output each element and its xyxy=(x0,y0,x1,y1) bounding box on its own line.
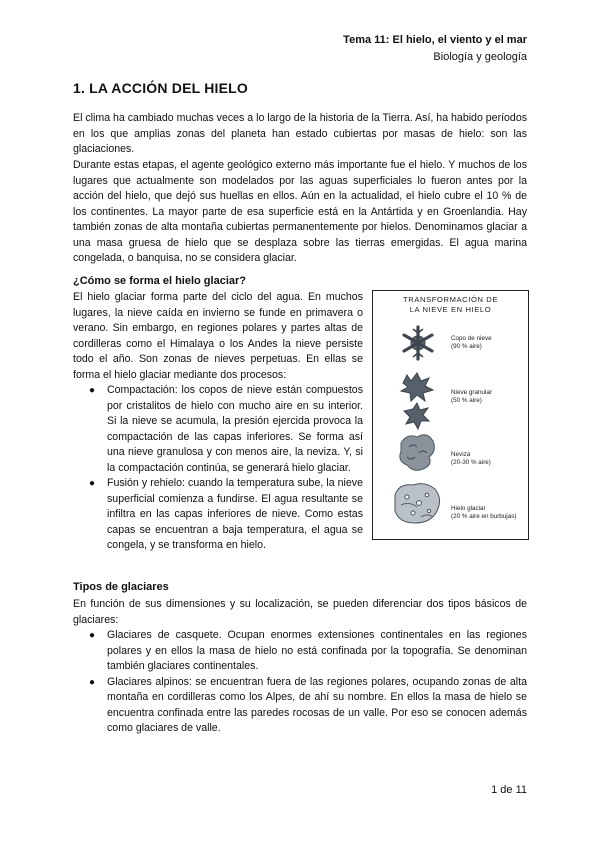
bullet-icon: ● xyxy=(89,630,96,641)
glacier-ice-icon xyxy=(395,484,440,523)
bullet-icon: ● xyxy=(89,385,96,396)
formation-list xyxy=(73,383,363,554)
stage-label-snowflake: Copo de nieve (90 % aire) xyxy=(451,335,492,350)
firn-icon xyxy=(400,435,434,471)
list-item: ● Compactación: los copos de nieve están compuestos por cristalitos de hielo con mucho aire en su interior. Si la nieve se acumula, la presión ejercida provoca la compactación de las capas inferiores. Se forma así una nieve granulosa y con menos aire, la neviza. Y, si la compactación continúa, se generará hielo glaciar. xyxy=(89,384,363,474)
stage-label-granular: Nieve granular (50 % aire) xyxy=(451,389,492,404)
intro-paragraph-2: Durante estas etapas, el agente geológico externo más importante fue el hielo. Y muchos de los lugares que actualmente son modelados por las aguas superficiales lo fueron antes por la acción del hielo, que dejó sus huellas en ellos. Aún en la actualidad, el hielo cubre el 10 % de los continentes. La mayor parte de esa superficie está en la Antártida y en Groenlandia. Hay también zonas de alta montaña cubiertas permanentemente por hielos. Denominamos glaciar a una masa gruesa de hielo que se desplaza sobre las tierras emergidas. El agua marina congelada, o banquisa, no se considera glaciar. xyxy=(73,159,527,264)
snowflake-icon xyxy=(404,327,432,359)
bullet-icon: ● xyxy=(89,676,96,688)
formation-text xyxy=(73,290,363,554)
granular-snow-icon xyxy=(401,373,433,429)
figure-illustration xyxy=(373,291,528,539)
types-text xyxy=(73,597,527,737)
list-item: ● Glaciares de casquete. Ocupan enormes extensiones continentales en las regiones polares y en ellos la masa de hielo no está confinada por la topografía. Se denominan también glaciares continentales. xyxy=(89,629,527,672)
snow-transformation-figure xyxy=(372,290,529,540)
stage-label-firn: Neviza (20-30 % aire) xyxy=(451,451,491,466)
document-header-title: Tema 11: El hielo, el viento y el mar xyxy=(343,34,527,46)
types-heading: Tipos de glaciares xyxy=(73,581,169,593)
types-list xyxy=(73,628,527,737)
stage-label-glacier-ice: Hielo glaciar (20 % aire en burbujas) xyxy=(451,505,517,520)
formation-heading: ¿Cómo se forma el hielo glaciar? xyxy=(73,275,246,287)
intro-paragraph-1: El clima ha cambiado muchas veces a lo largo de la historia de la Tierra. Así, ha habido períodos en los que amplias zonas del planeta han estado cubiertas por masas de hielo: son las glaciaciones. xyxy=(73,112,528,155)
list-item: ● Fusión y rehielo: cuando la temperatura sube, la nieve superficial comienza a fundirse. El agua resultante se infiltra en las capas inferiores de nieve. Como estas capas se encuentran a baja temperatura, el agua se congela, y se transforma en hielo. xyxy=(89,477,363,551)
page-number: 1 de 11 xyxy=(491,784,527,796)
figure-title: TRANSFORMACIÓN DE LA NIEVE EN HIELO xyxy=(403,295,498,314)
list-item: ● Glaciares alpinos: se encuentran fuera de las regiones polares, ocupando zonas de alta montaña en cordilleras como los Alpes, de ahí su nombre. En ellos la masa de hielo se encuentra confinada entre las paredes rocosas de un valle. Por eso se conocen además como glaciares de valle. xyxy=(89,675,527,734)
document-header-subject: Biología y geología xyxy=(433,51,527,63)
formation-intro: El hielo glaciar forma parte del ciclo del agua. En muchos lugares, la nieve caída en invierno se funde en primavera o verano. Sin embargo, en regiones polares y partes altas de cordilleras como el Himalaya o los Andes la nieve persiste todo el año. Son zonas de nieves perpetuas. En ellas se forma el hielo glaciar mediante dos procesos: xyxy=(73,291,363,381)
section-title: 1. LA ACCIÓN DEL HIELO xyxy=(73,80,249,96)
types-intro: En función de sus dimensiones y su localización, se pueden diferenciar dos tipos básicos de glaciares: xyxy=(73,598,527,626)
bullet-icon: ● xyxy=(89,478,96,489)
